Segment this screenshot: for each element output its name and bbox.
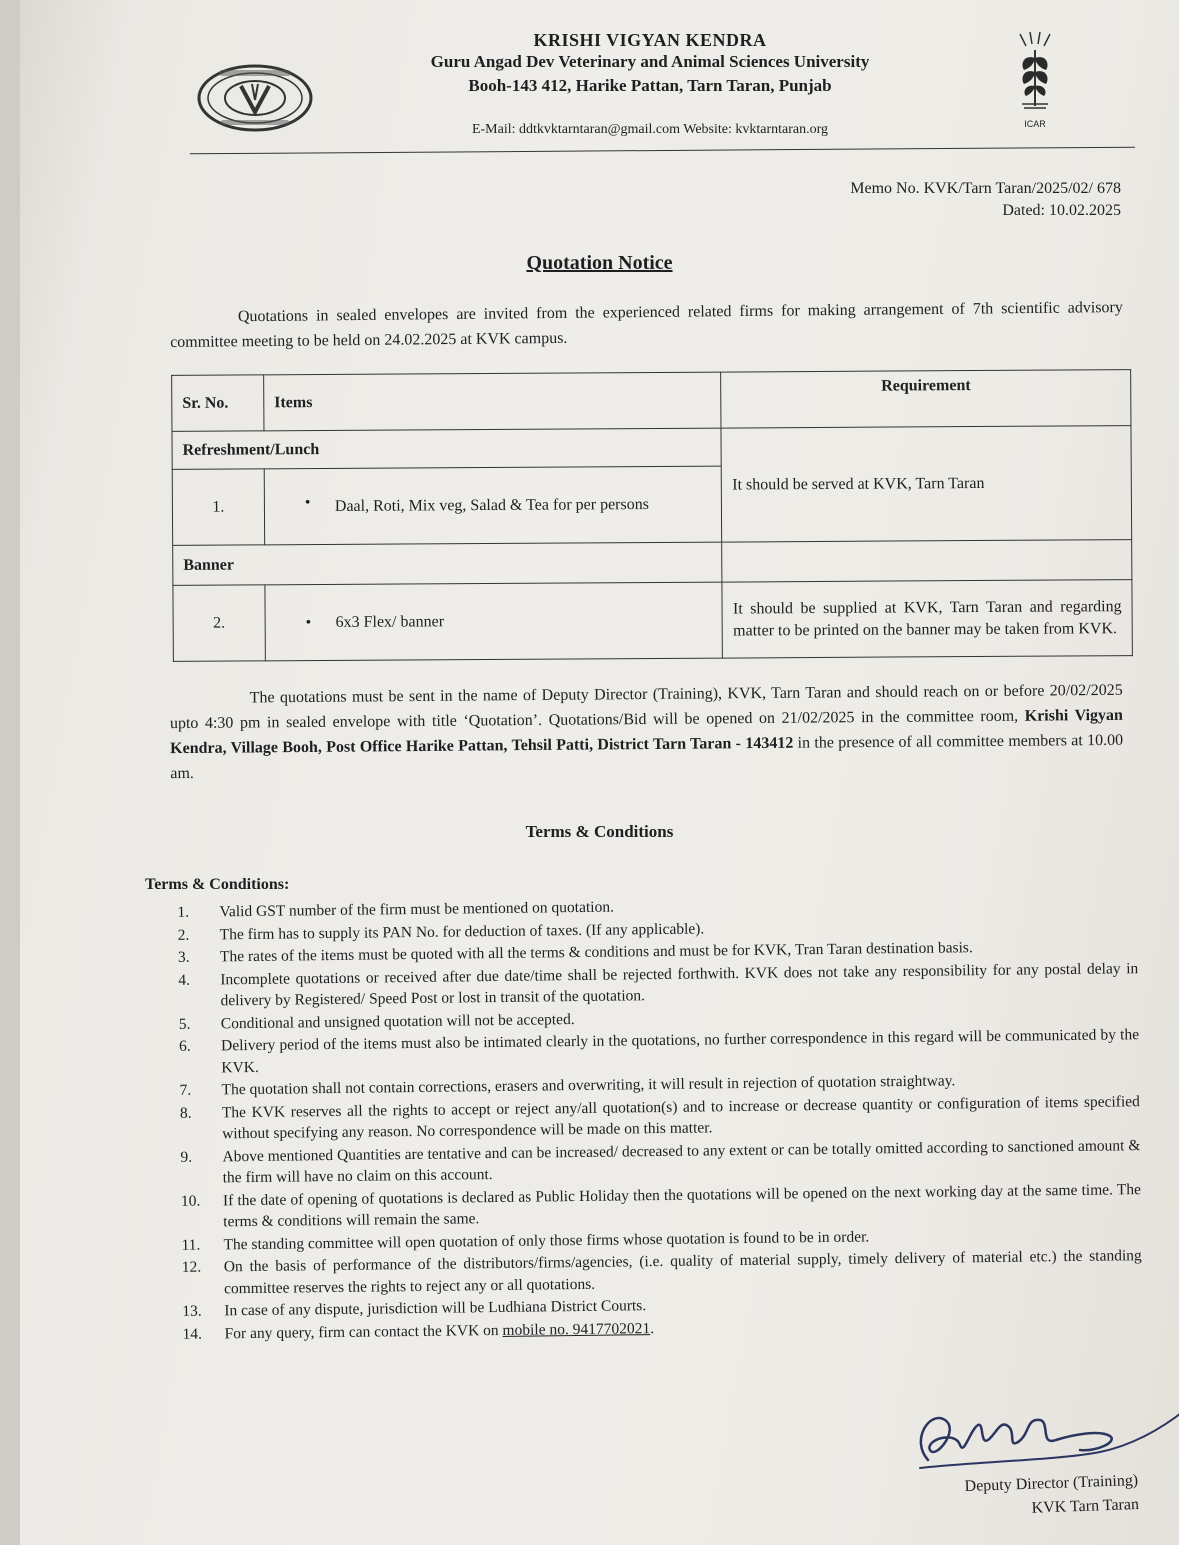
quotation-table [171, 369, 1133, 662]
item-cell-1 [264, 466, 722, 545]
terms-list [177, 890, 1142, 1346]
requirement-refreshment: It should be served at KVK, Tarn Taran [721, 426, 1131, 542]
table-row [172, 426, 1131, 470]
term-text: The firm has to supply its PAN No. for deduction of taxes. (If any applicable). [219, 919, 705, 943]
contact-mobile-number: mobile no. 9417702021 [502, 1319, 651, 1339]
table-row [173, 540, 1132, 586]
term-text: The quotation shall not contain corrections, erasers and overwriting, it will result in rejection of quotation straightway. [221, 1072, 956, 1099]
term-text: Above mentioned Quantities are tentative and can be increased/ decreased to any extent or can be totally omitted according to sanctioned amount & the firm will have no claim on this account. [222, 1136, 1141, 1187]
term-text: Conditional and unsigned quotation will not be accepted. [220, 1010, 575, 1032]
sr-number-2: 2. [173, 585, 265, 662]
header-requirement: Requirement [721, 370, 1131, 429]
table-header-row [172, 370, 1131, 432]
term-number: 9. [180, 1148, 193, 1166]
term-number: 3. [177, 948, 190, 966]
term-text: The rates of the items must be quoted with all the terms & conditions and must be for KVK, Tran Taran destination basis. [219, 939, 973, 966]
terms-label: Terms & Conditions: [145, 876, 290, 893]
signatory-office: KVK Tarn Taran [1031, 1495, 1140, 1517]
term-text: The KVK reserves all the rights to accept or reject any/all quotation(s) and to increase or decrease quantity or configuration of items specified without specifying any reason. No correspondence will be made on this matter. [221, 1092, 1140, 1143]
sr-number-1: 1. [172, 469, 264, 546]
term-text: In case of any dispute, jurisdiction will be Ludhiana District Courts. [224, 1297, 647, 1320]
item-text-2: 6x3 Flex/ banner [335, 612, 445, 631]
term-number: 1. [177, 903, 190, 921]
document-page [20, 0, 1179, 1545]
memo-number: Memo No. KVK/Tarn Taran/2025/02/ 678 [850, 180, 1121, 197]
submission-text-part2: in the presence of all committee members at 10.00 am. [170, 731, 1124, 783]
category-banner: Banner [173, 542, 723, 585]
term-number: 5. [178, 1015, 191, 1033]
term-number: 7. [179, 1081, 192, 1099]
requirement-banner-spacer [722, 540, 1132, 583]
term-number: 8. [179, 1104, 192, 1122]
term-text: On the basis of performance of the distributors/firms/agencies, (i.e. quality of material supply, timely delivery of material etc.) the standing committee reserves the rights to reject any or all quotations. [223, 1247, 1142, 1297]
icar-logo-text: ICAR [1024, 119, 1046, 129]
table-row [173, 580, 1132, 662]
term-number: 14. [182, 1325, 203, 1343]
item-text-1: Daal, Roti, Mix veg, Salad & Tea for per persons [334, 495, 649, 515]
address: Booh-143 412, Harike Pattan, Tarn Taran, Punjab [468, 76, 832, 95]
submission-venue: Krishi Vigyan Kendra, Village Booh, Post Office Harike Pattan, Tehsil Patti, District Tarn Taran - 143412 [170, 706, 1123, 758]
term-text-prefix: For any query, firm can contact the KVK on [224, 1321, 503, 1342]
header-sr-no: Sr. No. [172, 375, 264, 432]
term-text: Incomplete quotations or received after due date/time shall be rejected forthwith. KVK does not take any responsibility for any postal delay in delivery by Registered/ Speed Post or lost in transit of the quotation. [220, 959, 1139, 1010]
term-number: 11. [181, 1236, 201, 1254]
intro-paragraph: Quotations in sealed envelopes are invited from the experienced related firms for making arrangement of 7th scientific advisory committee meeting to be held on 24.02.2025 at KVK campus. [170, 299, 1123, 351]
university-name: Guru Angad Dev Veterinary and Animal Sciences University [430, 52, 870, 71]
signatory-designation: Deputy Director (Training) [964, 1471, 1139, 1496]
org-name: KRISHI VIGYAN KENDRA [533, 30, 767, 50]
term-number: 2. [177, 926, 190, 944]
term-text: If the date of opening of quotations is declared as Public Holiday then the quotations will be opened on the next working day at the same time. The terms & conditions will remain the same. [222, 1180, 1142, 1231]
terms-heading: Terms & Conditions [525, 822, 674, 841]
header-divider [190, 147, 1135, 155]
requirement-banner: It should be supplied at KVK, Tarn Taran and regarding matter to be printed on the banner may be taken from KVK. [722, 580, 1132, 659]
item-cell-2 [265, 582, 723, 661]
bullet-1: • [304, 493, 311, 511]
term-text: The standing committee will open quotation of only those firms whose quotation is found to be in order. [223, 1227, 870, 1253]
signatory-block [965, 1469, 1140, 1523]
term-text: Delivery period of the items must also be intimated clearly in the quotations, no further correspondence in this regard will be communicated by the KVK. [220, 1026, 1140, 1076]
notice-title: Quotation Notice [526, 252, 673, 274]
term-number: 4. [178, 971, 191, 989]
memo-block [850, 178, 1121, 222]
category-refreshment: Refreshment/Lunch [172, 428, 722, 469]
submission-text-part1: The quotations must be sent in the name of Deputy Director (Training), KVK, Tarn Taran and should reach on or before 20/02/2025 upto 4:30 pm in sealed envelope with title ‘Quotation’. Quotations/Bid will be opened on 21/02/2025 in the committee room, [169, 681, 1123, 733]
term-number: 6. [178, 1037, 191, 1055]
term-text: Valid GST number of the firm must be mentioned on quotation. [219, 898, 615, 921]
memo-date: Dated: 10.02.2025 [1002, 202, 1121, 219]
term-text-suffix: . [650, 1319, 655, 1337]
signature-icon [900, 1390, 1179, 1480]
bullet-2: • [305, 613, 312, 631]
term-number: 13. [182, 1302, 202, 1320]
header-items: Items [264, 372, 722, 431]
term-number: 10. [180, 1192, 201, 1210]
submission-paragraph [170, 678, 1124, 786]
contact-line: E-Mail: ddtkvktarntaran@gmail.com Website: kvktarntaran.org [471, 122, 829, 137]
term-number: 12. [181, 1258, 202, 1276]
